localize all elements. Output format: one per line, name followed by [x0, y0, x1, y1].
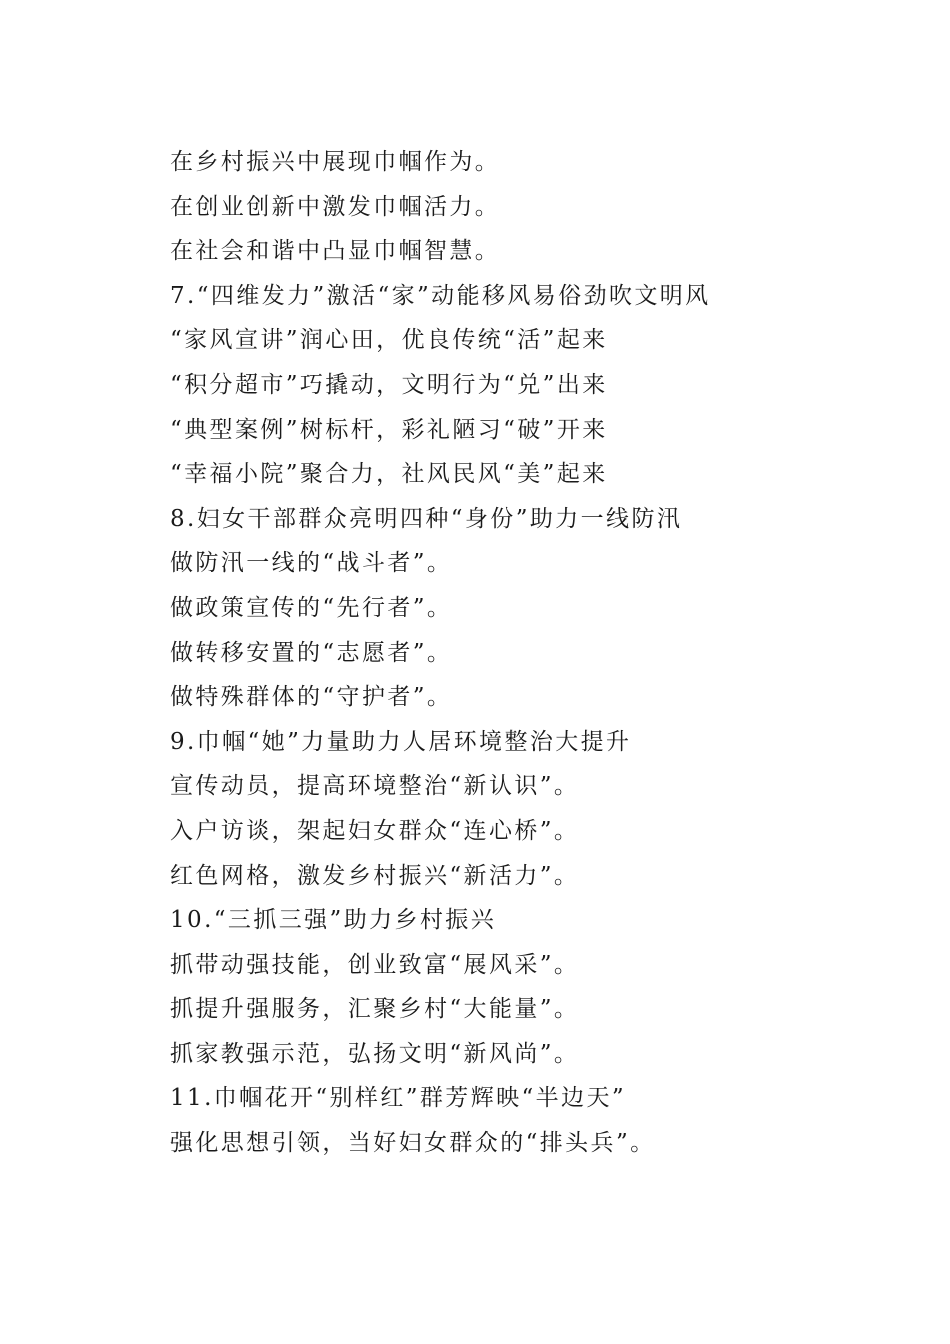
text-line: 做政策宣传的“先行者”。	[170, 594, 453, 621]
text-line: 做特殊群体的“守护者”。	[170, 684, 453, 711]
text-line: 抓提升强服务，汇聚乡村“大能量”。	[170, 996, 580, 1023]
section-heading-11: 11.巾帼花开“别样红”群芳辉映“半边天”	[170, 1085, 627, 1112]
text-line: “家风宣讲”润心田，优良传统“活”起来	[170, 327, 608, 354]
text-line: 在创业创新中激发巾帼活力。	[170, 193, 501, 220]
text-line: 入户访谈，架起妇女群众“连心桥”。	[170, 817, 580, 844]
text-line: 强化思想引领，当好妇女群众的“排头兵”。	[170, 1130, 656, 1157]
text-line: 做转移安置的“志愿者”。	[170, 639, 453, 666]
text-line: 红色网格，激发乡村振兴“新活力”。	[170, 862, 580, 889]
text-line: “积分超市”巧撬动，文明行为“兑”出来	[170, 371, 608, 398]
section-heading-9: 9.巾帼“她”力量助力人居环境整治大提升	[170, 728, 632, 755]
section-heading-10: 10.“三抓三强”助力乡村振兴	[170, 907, 497, 934]
section-heading-7: 7.“四维发力”激活“家”动能移风易俗劲吹文明风	[170, 282, 711, 309]
text-line: 在乡村振兴中展现巾帼作为。	[170, 149, 501, 175]
text-line: 宣传动员，提高环境整治“新认识”。	[170, 773, 580, 800]
text-line: “幸福小院”聚合力，社风民风“美”起来	[170, 461, 608, 488]
text-line: 抓家教强示范，弘扬文明“新风尚”。	[170, 1040, 580, 1067]
document-body	[170, 140, 870, 1166]
section-heading-8: 8.妇女干部群众亮明四种“身份”助力一线防汛	[170, 505, 683, 532]
text-line: 抓带动强技能，创业致富“展风采”。	[170, 951, 580, 978]
text-line: 在社会和谐中凸显巾帼智慧。	[170, 238, 501, 265]
text-line: 做防汛一线的“战斗者”。	[170, 550, 453, 577]
text-line: “典型案例”树标杆，彩礼陋习“破”开来	[170, 416, 608, 443]
